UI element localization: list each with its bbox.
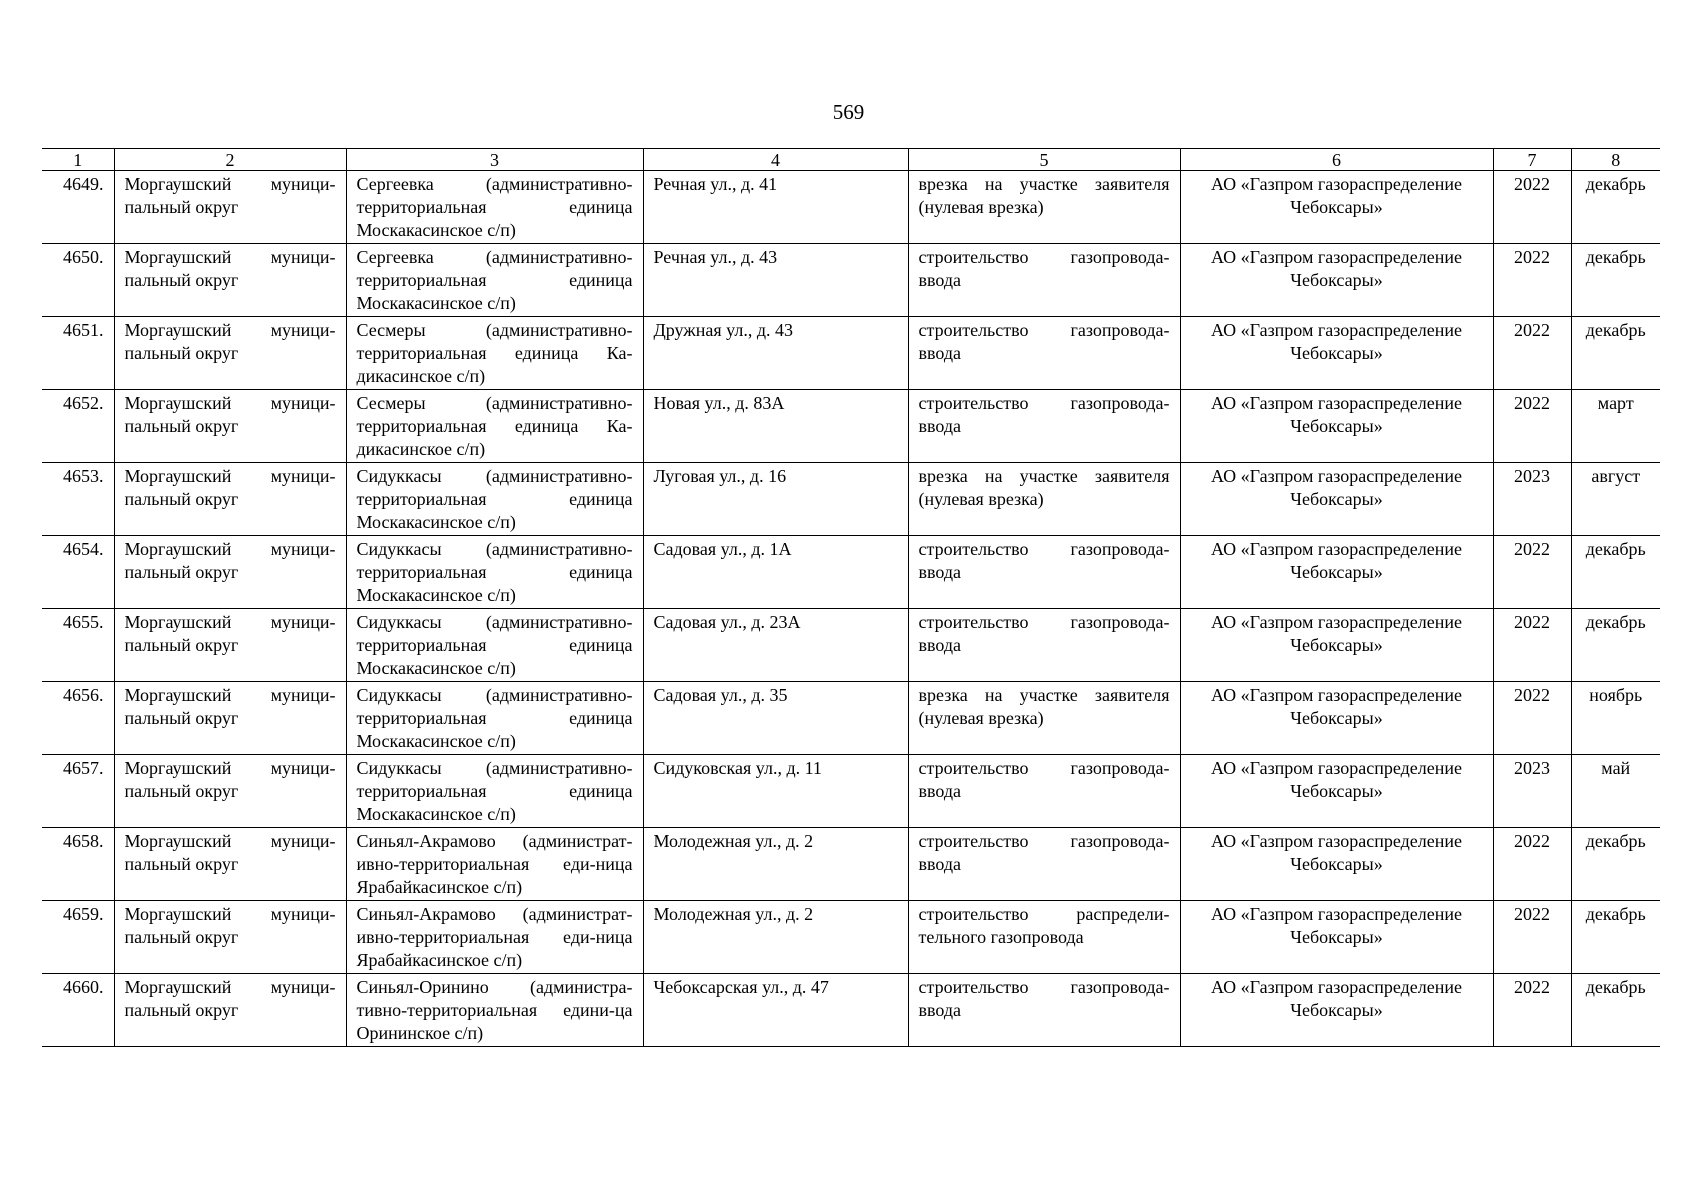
- year-cell: 2022: [1493, 244, 1571, 317]
- column-header-6: 6: [1180, 149, 1493, 171]
- address-cell: Луговая ул., д. 16: [643, 463, 908, 536]
- row-number-cell: 4655.: [42, 609, 114, 682]
- row-number-cell: 4653.: [42, 463, 114, 536]
- settlement-cell: Сесмеры (административно-территориальная единица Ка-дикасинское с/п): [346, 317, 643, 390]
- row-number-cell: 4660.: [42, 974, 114, 1047]
- year-cell: 2022: [1493, 828, 1571, 901]
- settlement-cell: Синьял-Оринино (администра-тивно-территориальная едини-ца Орининское с/п): [346, 974, 643, 1047]
- table-body: [42, 171, 1660, 1047]
- work-type-cell: строительство газопровода-ввода: [908, 609, 1180, 682]
- row-number-cell: 4657.: [42, 755, 114, 828]
- organization-cell: АО «Газпром газораспределение Чебоксары»: [1180, 317, 1493, 390]
- column-header-8: 8: [1571, 149, 1660, 171]
- column-header-3: 3: [346, 149, 643, 171]
- work-type-cell: врезка на участке заявителя (нулевая врезка): [908, 171, 1180, 244]
- settlement-cell: Сидуккасы (административно-территориальная единица Москакасинское с/п): [346, 755, 643, 828]
- table-row: [42, 828, 1660, 901]
- settlement-cell: Синьял-Акрамово (администрат-ивно-территориальная еди-ница Ярабайкасинское с/п): [346, 828, 643, 901]
- year-cell: 2023: [1493, 463, 1571, 536]
- table-row: [42, 682, 1660, 755]
- settlement-cell: Сергеевка (административно-территориальная единица Москакасинское с/п): [346, 171, 643, 244]
- year-cell: 2022: [1493, 974, 1571, 1047]
- row-number-cell: 4658.: [42, 828, 114, 901]
- month-cell: март: [1571, 390, 1660, 463]
- work-type-cell: строительство газопровода-ввода: [908, 244, 1180, 317]
- municipal-district-cell: Моргаушский муници-пальный округ: [114, 828, 346, 901]
- month-cell: декабрь: [1571, 171, 1660, 244]
- row-number-cell: 4650.: [42, 244, 114, 317]
- year-cell: 2022: [1493, 171, 1571, 244]
- address-cell: Садовая ул., д. 1А: [643, 536, 908, 609]
- address-cell: Новая ул., д. 83А: [643, 390, 908, 463]
- address-cell: Речная ул., д. 43: [643, 244, 908, 317]
- address-cell: Молодежная ул., д. 2: [643, 828, 908, 901]
- month-cell: декабрь: [1571, 974, 1660, 1047]
- work-type-cell: строительство газопровода-ввода: [908, 828, 1180, 901]
- table-row: [42, 901, 1660, 974]
- table-row: [42, 463, 1660, 536]
- work-type-cell: строительство газопровода-ввода: [908, 536, 1180, 609]
- municipal-district-cell: Моргаушский муници-пальный округ: [114, 609, 346, 682]
- table-row: [42, 171, 1660, 244]
- year-cell: 2022: [1493, 901, 1571, 974]
- table-row: [42, 974, 1660, 1047]
- page-number: 569: [832, 100, 865, 124]
- address-cell: Сидуковская ул., д. 11: [643, 755, 908, 828]
- row-number-cell: 4652.: [42, 390, 114, 463]
- address-cell: Чебоксарская ул., д. 47: [643, 974, 908, 1047]
- work-type-cell: врезка на участке заявителя (нулевая врезка): [908, 682, 1180, 755]
- month-cell: май: [1571, 755, 1660, 828]
- organization-cell: АО «Газпром газораспределение Чебоксары»: [1180, 536, 1493, 609]
- organization-cell: АО «Газпром газораспределение Чебоксары»: [1180, 755, 1493, 828]
- row-number-cell: 4659.: [42, 901, 114, 974]
- year-cell: 2022: [1493, 536, 1571, 609]
- table-row: [42, 390, 1660, 463]
- month-cell: декабрь: [1571, 317, 1660, 390]
- municipal-district-cell: Моргаушский муници-пальный округ: [114, 682, 346, 755]
- municipal-district-cell: Моргаушский муници-пальный округ: [114, 390, 346, 463]
- month-cell: декабрь: [1571, 901, 1660, 974]
- address-cell: Молодежная ул., д. 2: [643, 901, 908, 974]
- month-cell: декабрь: [1571, 609, 1660, 682]
- settlement-cell: Синьял-Акрамово (администрат-ивно-территориальная еди-ница Ярабайкасинское с/п): [346, 901, 643, 974]
- organization-cell: АО «Газпром газораспределение Чебоксары»: [1180, 244, 1493, 317]
- table-row: [42, 317, 1660, 390]
- municipal-district-cell: Моргаушский муници-пальный округ: [114, 974, 346, 1047]
- row-number-cell: 4649.: [42, 171, 114, 244]
- organization-cell: АО «Газпром газораспределение Чебоксары»: [1180, 171, 1493, 244]
- year-cell: 2022: [1493, 609, 1571, 682]
- municipal-district-cell: Моргаушский муници-пальный округ: [114, 171, 346, 244]
- year-cell: 2022: [1493, 317, 1571, 390]
- year-cell: 2022: [1493, 682, 1571, 755]
- column-header-7: 7: [1493, 149, 1571, 171]
- organization-cell: АО «Газпром газораспределение Чебоксары»: [1180, 609, 1493, 682]
- municipal-district-cell: Моргаушский муници-пальный округ: [114, 755, 346, 828]
- organization-cell: АО «Газпром газораспределение Чебоксары»: [1180, 974, 1493, 1047]
- municipal-district-cell: Моргаушский муници-пальный округ: [114, 901, 346, 974]
- address-cell: Садовая ул., д. 35: [643, 682, 908, 755]
- gas-connection-table: [42, 148, 1660, 1047]
- organization-cell: АО «Газпром газораспределение Чебоксары»: [1180, 828, 1493, 901]
- column-header-4: 4: [643, 149, 908, 171]
- month-cell: декабрь: [1571, 536, 1660, 609]
- settlement-cell: Сидуккасы (административно-территориальная единица Москакасинское с/п): [346, 682, 643, 755]
- work-type-cell: врезка на участке заявителя (нулевая врезка): [908, 463, 1180, 536]
- settlement-cell: Сергеевка (административно-территориальная единица Москакасинское с/п): [346, 244, 643, 317]
- month-cell: ноябрь: [1571, 682, 1660, 755]
- settlement-cell: Сесмеры (административно-территориальная единица Ка-дикасинское с/п): [346, 390, 643, 463]
- table-row: [42, 755, 1660, 828]
- work-type-cell: строительство распредели-тельного газопровода: [908, 901, 1180, 974]
- year-cell: 2022: [1493, 390, 1571, 463]
- municipal-district-cell: Моргаушский муници-пальный округ: [114, 244, 346, 317]
- table-row: [42, 244, 1660, 317]
- column-header-2: 2: [114, 149, 346, 171]
- row-number-cell: 4656.: [42, 682, 114, 755]
- municipal-district-cell: Моргаушский муници-пальный округ: [114, 463, 346, 536]
- work-type-cell: строительство газопровода-ввода: [908, 974, 1180, 1047]
- address-cell: Речная ул., д. 41: [643, 171, 908, 244]
- work-type-cell: строительство газопровода-ввода: [908, 390, 1180, 463]
- municipal-district-cell: Моргаушский муници-пальный округ: [114, 317, 346, 390]
- organization-cell: АО «Газпром газораспределение Чебоксары»: [1180, 390, 1493, 463]
- settlement-cell: Сидуккасы (административно-территориальная единица Москакасинское с/п): [346, 536, 643, 609]
- address-cell: Садовая ул., д. 23А: [643, 609, 908, 682]
- year-cell: 2023: [1493, 755, 1571, 828]
- month-cell: август: [1571, 463, 1660, 536]
- table-header-row: [42, 149, 1660, 171]
- settlement-cell: Сидуккасы (административно-территориальная единица Москакасинское с/п): [346, 609, 643, 682]
- address-cell: Дружная ул., д. 43: [643, 317, 908, 390]
- table-row: [42, 609, 1660, 682]
- municipal-district-cell: Моргаушский муници-пальный округ: [114, 536, 346, 609]
- work-type-cell: строительство газопровода-ввода: [908, 317, 1180, 390]
- settlement-cell: Сидуккасы (административно-территориальная единица Москакасинское с/п): [346, 463, 643, 536]
- row-number-cell: 4651.: [42, 317, 114, 390]
- month-cell: декабрь: [1571, 828, 1660, 901]
- column-header-5: 5: [908, 149, 1180, 171]
- organization-cell: АО «Газпром газораспределение Чебоксары»: [1180, 682, 1493, 755]
- work-type-cell: строительство газопровода-ввода: [908, 755, 1180, 828]
- organization-cell: АО «Газпром газораспределение Чебоксары»: [1180, 901, 1493, 974]
- month-cell: декабрь: [1571, 244, 1660, 317]
- column-header-1: 1: [42, 149, 114, 171]
- row-number-cell: 4654.: [42, 536, 114, 609]
- table-row: [42, 536, 1660, 609]
- organization-cell: АО «Газпром газораспределение Чебоксары»: [1180, 463, 1493, 536]
